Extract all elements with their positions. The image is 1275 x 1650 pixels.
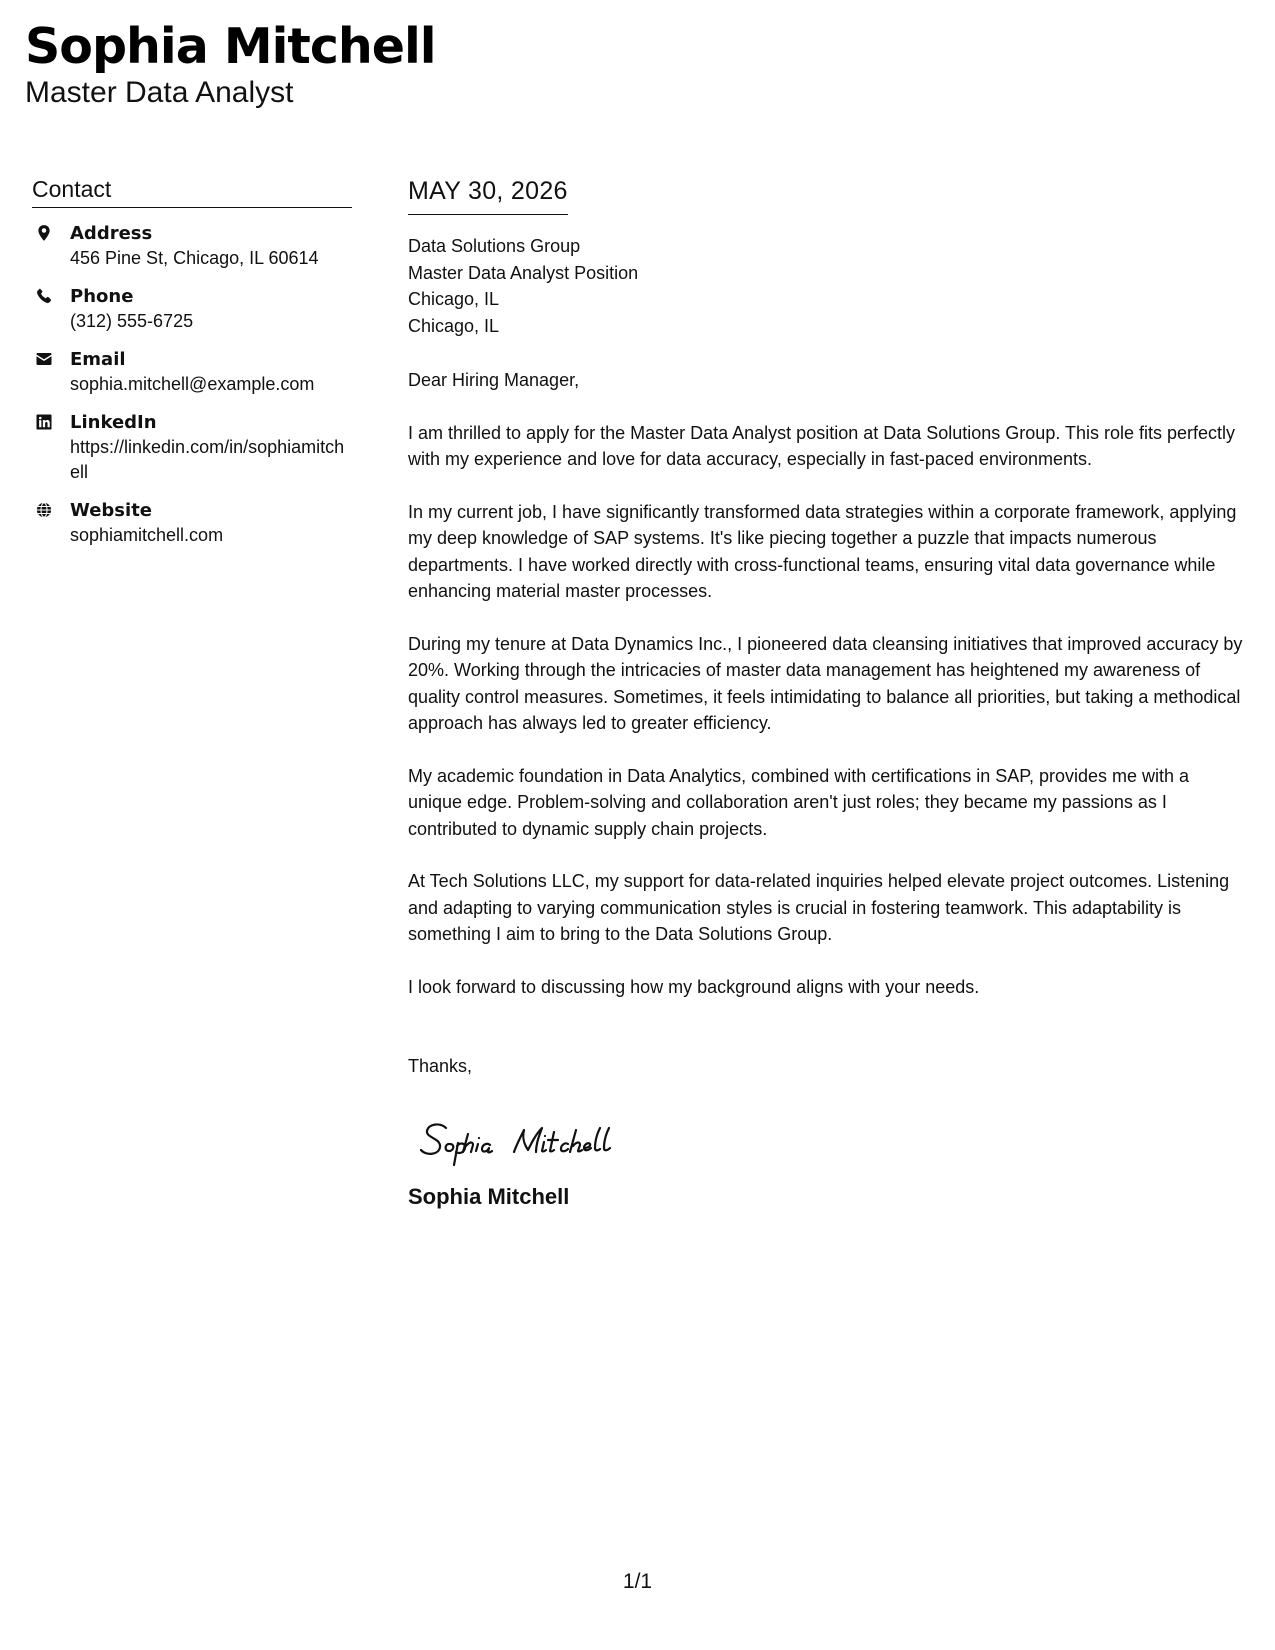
linkedin-icon xyxy=(35,413,53,431)
contact-item-linkedin xyxy=(32,411,352,485)
globe-icon xyxy=(35,501,53,519)
letter-paragraph: During my tenure at Data Dynamics Inc., I pioneered data cleansing initiatives that improved accuracy by 20%. Working through the intricacies of master data management has heightened my awareness of quality control measures. Sometimes, it feels intimidating to balance all priorities, but taking a methodical approach has always led to greater efficiency. xyxy=(408,633,1243,733)
contact-value-email[interactable]: sophia.mitchell@example.com xyxy=(70,374,315,394)
recipient-city: Chicago, IL xyxy=(408,289,500,309)
contact-item-website xyxy=(32,499,352,548)
contact-value-linkedin[interactable]: https://linkedin.com/in/sophiamitchell xyxy=(70,437,345,482)
cover-letter xyxy=(408,176,1243,1210)
recipient-position: Master Data Analyst Position xyxy=(408,262,639,283)
contact-label-linkedin: LinkedIn xyxy=(70,412,157,433)
letter-paragraph: In my current job, I have significantly transformed data strategies within a corporate framework, applying my deep knowledge of SAP systems. It's like piecing together a puzzle that impacts numerous departments. I have worked directly with cross-functional teams, ensuring vital data governance while enhancing material master processes. xyxy=(408,501,1237,601)
map-pin-icon xyxy=(35,224,53,242)
letter-closing: Thanks, xyxy=(408,1056,473,1076)
resume-header xyxy=(25,20,436,109)
contact-value-phone: (312) 555-6725 xyxy=(70,311,194,331)
page-number: 1/1 xyxy=(622,1570,653,1593)
letter-paragraph: My academic foundation in Data Analytics, combined with certifications in SAP, provides me with a unique edge. Problem-solving and collaboration aren't just roles; they became my passions as I contributed to dynamic supply chain projects. xyxy=(408,765,1190,839)
applicant-title: Master Data Analyst xyxy=(25,75,294,109)
letter-paragraph: I am thrilled to apply for the Master Data Analyst position at Data Solutions Group. This role fits perfectly with my experience and love for data accuracy, especially in fast-paced environments. xyxy=(408,422,1236,469)
envelope-icon xyxy=(35,350,53,368)
contact-heading: Contact xyxy=(32,176,352,208)
letter-date: MAY 30, 2026 xyxy=(408,176,568,215)
contact-sidebar xyxy=(32,176,352,562)
letter-paragraph: At Tech Solutions LLC, my support for data-related inquiries helped elevate project outcomes. Listening and adapting to varying communication styles is crucial in fostering teamwork. This adaptability is something I aim to bring to the Data Solutions Group. xyxy=(408,871,1230,944)
contact-label-address: Address xyxy=(70,223,153,244)
handwritten-signature xyxy=(416,1110,676,1170)
contact-value-address: 456 Pine St, Chicago, IL 60614 xyxy=(70,248,319,268)
applicant-name: Sophia Mitchell xyxy=(25,18,436,75)
recipient-block xyxy=(408,233,1243,339)
letter-paragraph: I look forward to discussing how my background aligns with your needs. xyxy=(408,976,980,997)
contact-value-website[interactable]: sophiamitchell.com xyxy=(70,525,224,545)
phone-icon xyxy=(35,287,53,305)
recipient-company: Data Solutions Group xyxy=(408,236,581,256)
contact-label-phone: Phone xyxy=(70,286,134,307)
contact-item-address xyxy=(32,222,352,271)
contact-label-website: Website xyxy=(70,500,153,521)
contact-item-phone xyxy=(32,285,352,334)
contact-label-email: Email xyxy=(70,349,126,370)
letter-greeting: Dear Hiring Manager, xyxy=(408,370,580,390)
contact-item-email xyxy=(32,348,352,397)
recipient-city-repeat: Chicago, IL xyxy=(408,315,500,336)
signer-name: Sophia Mitchell xyxy=(408,1183,570,1209)
